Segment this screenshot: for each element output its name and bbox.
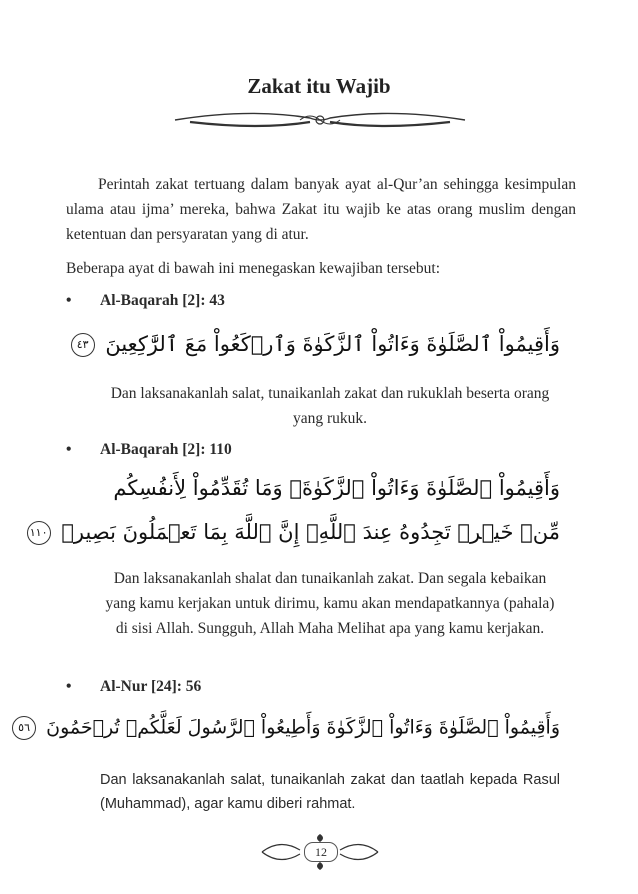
ayah-number-marker: ١١٠: [27, 521, 51, 545]
verse-reference: Al-Nur [24]: 56: [100, 678, 202, 695]
bullet-icon: •: [66, 292, 72, 309]
ayah-number-marker: ٤٣: [71, 333, 95, 357]
arabic-verse-line: وَأَقِيمُواْ ٱلصَّلَوٰةَ وَءَاتُواْ ٱلزَّكَوٰةَ وَٱرۡكَعُواْ مَعَ ٱلرَّٰكِعِينَ: [105, 332, 560, 356]
verse-reference: Al-Baqarah [2]: 43: [100, 292, 225, 309]
bullet-icon: •: [66, 678, 72, 695]
verse-translation: Dan laksanakanlah salat, tunaikanlah zakat dan rukuklah beserta orang yang rukuk.: [110, 385, 550, 427]
lead-paragraph: Beberapa ayat di bawah ini menegaskan kewajiban tersebut:: [66, 260, 441, 277]
arabic-verse: [18, 716, 560, 740]
arabic-verse-line: وَأَقِيمُواْ ٱلصَّلَوٰةَ وَءَاتُواْ ٱلزَّكَوٰةَ وَأَطِيعُواْ ٱلرَّسُولَ لَعَلَّكُمۡ تُرۡحَمُونَ: [46, 716, 560, 739]
title-ornament: [170, 106, 470, 136]
verse-translation: Dan laksanakanlah shalat dan tunaikanlah zakat. Dan segala kebaikan yang kamu kerjakan untuk dirimu, kamu akan mendapatkannya (pahala) di sisi Allah. Sungguh, Allah Maha Melihat apa yang kamu kerjakan.: [105, 570, 555, 637]
arabic-verse: [100, 476, 560, 500]
arabic-verse: [29, 520, 560, 545]
arabic-verse: [76, 332, 560, 357]
ayah-number-marker: ٥٦: [12, 716, 36, 740]
page-title: Zakat itu Wajib: [247, 74, 391, 98]
page-number: 12: [304, 842, 338, 862]
bullet-icon: •: [66, 441, 72, 458]
verse-translation: Dan laksanakanlah salat, tunaikanlah zakat dan taatlah kepada Rasul (Muhammad), agar kamu diberi rahmat.: [100, 772, 560, 812]
arabic-verse-line: وَأَقِيمُواْ ٱلصَّلَوٰةَ وَءَاتُواْ ٱلزَّكَوٰةَۚ وَمَا تُقَدِّمُواْ لِأَنفُسِكُم: [113, 476, 560, 500]
page-number-ornament: [260, 832, 380, 872]
arabic-verse-line: مِّنۡ خَيۡرٖ تَجِدُوهُ عِندَ ٱللَّهِۗ إِنَّ ٱللَّهَ بِمَا تَعۡمَلُونَ بَصِيرٞ: [61, 520, 560, 544]
verse-reference: Al-Baqarah [2]: 110: [100, 441, 232, 458]
intro-paragraph: Perintah zakat tertuang dalam banyak ayat al-Qur’an sehingga kesimpulan ulama atau ijma’ mereka, bahwa Zakat itu wajib ke atas orang muslim dengan ketentuan dan persyaratan yang di atur.: [66, 176, 576, 243]
